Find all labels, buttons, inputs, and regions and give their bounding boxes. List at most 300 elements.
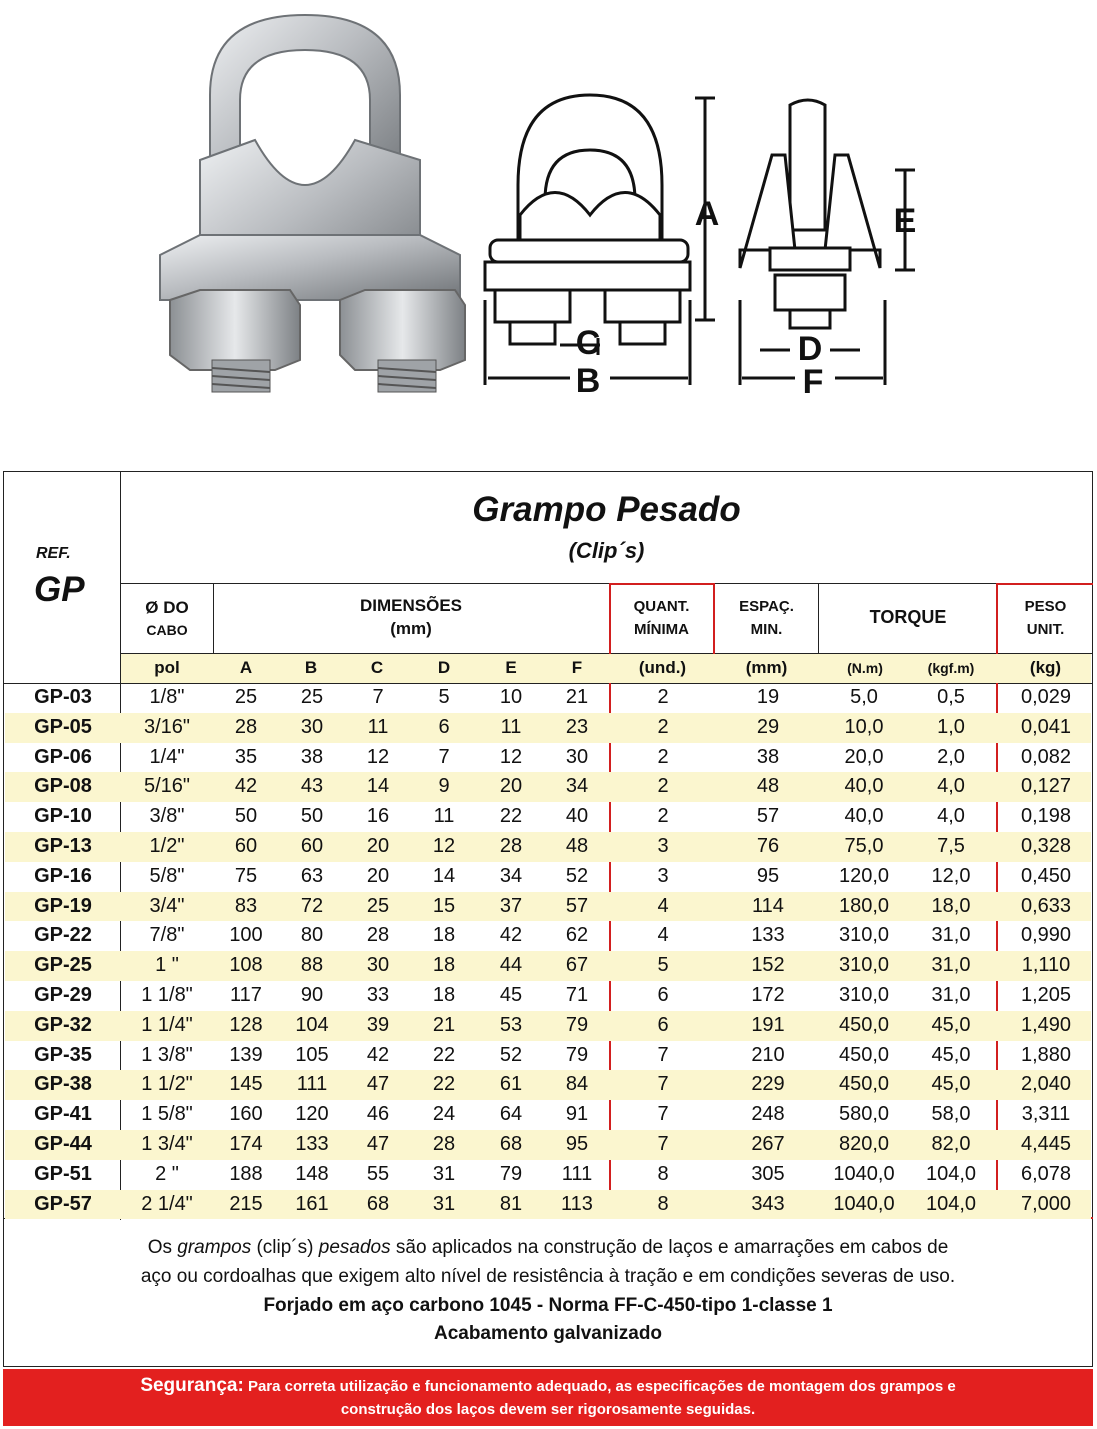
cell-torque-kgfm: 31,0 [931,954,971,977]
cell-e: 37 [499,894,523,917]
dim-label-c: C [575,324,601,362]
cell-torque-kgfm: 104,0 [925,1162,977,1185]
safety-banner [3,1369,1093,1426]
table-row [5,1160,1091,1190]
cell-a: 145 [229,1073,263,1096]
cell-peso: 0,041 [1020,715,1072,738]
cell-peso: 0,029 [1020,686,1072,708]
cell-d: 24 [432,1103,456,1126]
dim-label-d: D [797,330,823,368]
desc-part: são aplicados na construção de laços e amarrações em cabos de [390,1237,949,1258]
cell-c: 20 [366,834,390,857]
table-row [5,713,1091,743]
subheader-c: C [370,658,384,677]
safety-text-1: Para correta utilização e funcionamento adequado, as especificações de montagem dos grampos e [243,1378,956,1395]
cell-espac: 248 [751,1103,785,1126]
cell-c: 12 [366,745,390,768]
cell-espac: 19 [756,686,780,708]
cell-quant: 2 [657,715,669,738]
table-row [5,1070,1091,1100]
cell-ref: GP-19 [34,894,92,917]
description-line-4: Acabamento galvanizado [433,1323,663,1344]
table-row [5,832,1091,862]
header-quant [610,595,713,641]
cell-pol: 5/16" [143,775,191,798]
cell-ref: GP-03 [34,686,92,708]
cell-espac: 95 [756,864,780,887]
cell-a: 60 [234,834,258,857]
cell-espac: 229 [751,1073,785,1096]
cell-c: 47 [366,1073,390,1096]
cell-espac: 267 [751,1132,785,1155]
cell-f: 91 [565,1103,589,1126]
dim-label-e: E [893,202,917,240]
desc-part: (clip´s) [251,1237,319,1258]
cell-peso: 1,110 [1021,954,1071,977]
cell-quant: 2 [657,805,669,828]
header-peso-line2: UNIT. [1026,621,1065,638]
cell-d: 6 [438,715,450,738]
desc-part: Os [147,1237,178,1258]
cell-d: 31 [432,1192,456,1215]
ref-label: REF. [36,545,71,562]
side-view-drawing [740,100,915,385]
cell-torque-nm: 40,0 [844,775,884,798]
cell-espac: 172 [751,983,785,1006]
cell-pol: 7/8" [149,924,185,947]
cell-a: 128 [229,1013,263,1036]
grid-line [818,583,819,655]
cell-espac: 152 [751,954,785,977]
cell-b: 111 [296,1073,328,1096]
desc-part-italic: pesados [318,1237,391,1258]
cell-f: 79 [565,1013,589,1036]
cell-b: 148 [295,1162,329,1185]
cell-f: 71 [565,983,589,1006]
cell-ref: GP-29 [34,983,92,1006]
cell-c: 11 [367,715,389,738]
cell-a: 215 [229,1192,263,1215]
page-subtitle: (Clip´s) [568,538,645,563]
cell-f: 40 [565,805,589,828]
cell-c: 16 [366,805,390,828]
cell-ref: GP-38 [34,1073,92,1096]
cell-espac: 133 [751,924,785,947]
cell-espac: 305 [751,1162,785,1185]
cell-quant: 2 [657,686,669,708]
cell-quant: 7 [657,1132,669,1155]
cell-peso: 0,450 [1020,864,1072,887]
cell-d: 5 [438,686,450,708]
cell-a: 42 [234,775,258,798]
cell-e: 28 [499,834,523,857]
cell-peso: 0,127 [1020,775,1072,798]
cell-c: 68 [366,1192,390,1215]
table-body [5,683,1091,1219]
cell-pol: 3/8" [149,805,185,828]
table-row [5,802,1091,832]
cell-c: 47 [366,1132,390,1155]
cell-f: 62 [565,924,589,947]
cell-torque-kgfm: 0,5 [937,686,965,708]
subheader-und: (und.) [638,658,687,677]
cell-torque-nm: 450,0 [838,1073,890,1096]
cell-torque-kgfm: 31,0 [931,983,971,1006]
cell-e: 20 [499,775,523,798]
red-border [609,583,714,585]
cell-ref: GP-22 [34,924,92,947]
cell-c: 39 [366,1013,390,1036]
description-line-2: aço ou cordoalhas que exigem alto nível de resistência à tração e em condições severas de uso. [140,1266,956,1287]
cell-torque-nm: 580,0 [838,1103,890,1126]
cell-f: 111 [561,1162,593,1185]
cell-torque-nm: 5,0 [850,686,878,708]
cell-torque-nm: 310,0 [838,983,890,1006]
cell-d: 21 [432,1013,456,1036]
cell-ref: GP-10 [34,805,92,828]
cell-a: 188 [229,1162,263,1185]
cell-peso: 1,490 [1020,1013,1072,1036]
cell-b: 80 [300,924,324,947]
cell-f: 21 [565,686,589,708]
cell-pol: 2 1/4" [141,1192,193,1215]
cell-quant: 5 [657,954,669,977]
cell-d: 14 [432,864,456,887]
subheader-d: D [437,658,451,677]
cell-torque-kgfm: 45,0 [931,1013,971,1036]
cell-e: 22 [499,805,523,828]
safety-label: Segurança: [140,1375,244,1396]
cell-b: 50 [300,805,324,828]
cell-e: 61 [499,1073,523,1096]
cell-quant: 7 [657,1043,669,1066]
cell-d: 18 [432,954,456,977]
cell-d: 15 [432,894,456,917]
cell-d: 12 [432,834,456,857]
cell-ref: GP-57 [34,1192,92,1215]
cell-a: 28 [234,715,258,738]
clip-photo [160,15,465,392]
cell-torque-nm: 40,0 [844,805,884,828]
cell-c: 7 [372,686,384,708]
cell-b: 90 [300,983,324,1006]
header-torque: TORQUE [869,607,947,627]
cell-torque-kgfm: 45,0 [931,1073,971,1096]
cell-b: 72 [300,894,324,917]
cell-b: 30 [300,715,324,738]
cell-e: 45 [499,983,523,1006]
cell-pol: 1 1/4" [141,1013,193,1036]
cell-pol: 1 1/2" [141,1073,193,1096]
cell-pol: 5/8" [149,864,185,887]
cell-pol: 1/2" [149,834,185,857]
cell-pol: 1 5/8" [141,1103,193,1126]
cell-c: 25 [366,894,390,917]
cell-pol: 3/4" [149,894,185,917]
subheader-f: F [571,658,583,677]
cell-a: 75 [234,864,258,887]
cell-ref: GP-13 [34,834,92,857]
cell-ref: GP-08 [34,775,92,798]
table-row [5,1130,1091,1160]
cell-torque-nm: 820,0 [838,1132,890,1155]
cell-ref: GP-05 [34,715,92,738]
table-row [5,1041,1091,1071]
cell-f: 95 [565,1132,589,1155]
cell-e: 44 [499,954,523,977]
header-dimensions-line1: DIMENSÕES [359,596,463,615]
header-diam-line1: Ø DO [145,598,189,617]
table-row [5,951,1091,981]
cell-torque-kgfm: 12,0 [931,864,971,887]
cell-a: 35 [234,745,258,768]
cell-quant: 8 [657,1162,669,1185]
cell-quant: 7 [657,1103,669,1126]
cell-a: 100 [229,924,263,947]
cell-b: 88 [300,954,324,977]
cell-quant: 4 [657,924,669,947]
cell-c: 33 [366,983,390,1006]
cell-quant: 6 [657,1013,669,1036]
cell-d: 18 [432,924,456,947]
cell-quant: 3 [657,834,669,857]
header-quant-line2: MÍNIMA [634,621,689,638]
cell-torque-nm: 310,0 [838,954,890,977]
cell-e: 12 [499,745,523,768]
cell-torque-kgfm: 2,0 [937,745,965,768]
cell-f: 30 [565,745,589,768]
cell-ref: GP-41 [34,1103,92,1126]
cell-quant: 3 [657,864,669,887]
cell-peso: 3,311 [1021,1103,1071,1126]
cell-a: 83 [234,894,258,917]
table-row [5,683,1091,713]
cell-quant: 6 [657,983,669,1006]
cell-peso: 0,633 [1020,894,1072,917]
header-peso-line1: PESO [1024,598,1067,615]
cell-c: 30 [366,954,390,977]
cell-peso: 0,082 [1020,745,1072,768]
header-quant-line1: QUANT. [633,598,690,615]
cell-peso: 1,880 [1020,1043,1072,1066]
cell-pol: 1 " [155,954,179,977]
subheader-mm: (mm) [745,658,788,677]
cell-espac: 210 [751,1043,785,1066]
cell-d: 22 [432,1043,456,1066]
header-diam-line2: CABO [146,622,188,638]
cell-torque-nm: 1040,0 [833,1192,895,1215]
cell-b: 63 [300,864,324,887]
cell-e: 42 [499,924,523,947]
table-row [5,1011,1091,1041]
dim-label-f: F [802,363,824,401]
cell-peso: 1,205 [1020,983,1072,1006]
cell-torque-nm: 310,0 [838,924,890,947]
cell-f: 23 [565,715,589,738]
cell-torque-nm: 450,0 [838,1013,890,1036]
cell-peso: 0,198 [1020,805,1072,828]
cell-d: 18 [432,983,456,1006]
subheader-nm: (N.m) [847,660,883,676]
cell-torque-nm: 450,0 [838,1043,890,1066]
cell-torque-nm: 20,0 [844,745,884,768]
cell-ref: GP-25 [34,954,92,977]
cell-espac: 343 [751,1192,785,1215]
grid-line [120,583,1093,584]
cell-pol: 3/16" [143,715,191,738]
cell-c: 14 [366,775,390,798]
cell-b: 105 [295,1043,329,1066]
red-border [996,583,1093,585]
cell-torque-kgfm: 4,0 [937,805,965,828]
safety-line-1 [3,1375,1093,1397]
cell-quant: 2 [657,775,669,798]
subheader-pol: pol [154,658,180,677]
page-title: Grampo Pesado [472,490,741,529]
cell-a: 139 [229,1043,263,1066]
table-row [5,772,1091,802]
table-row [5,862,1091,892]
cell-f: 57 [565,894,589,917]
cell-d: 9 [438,775,450,798]
cell-ref: GP-51 [34,1162,92,1185]
cell-e: 81 [499,1192,523,1215]
cell-f: 34 [565,775,589,798]
table-row [5,743,1091,773]
description-line-3: Forjado em aço carbono 1045 - Norma FF-C-450-tipo 1-classe 1 [263,1295,833,1316]
cell-peso: 2,040 [1020,1073,1072,1096]
cell-d: 11 [433,805,455,828]
cell-d: 31 [432,1162,456,1185]
cell-torque-kgfm: 7,5 [937,834,965,857]
table-row [5,981,1091,1011]
desc-part-italic: grampos [177,1237,252,1258]
cell-torque-kgfm: 1,0 [937,715,965,738]
cell-b: 60 [300,834,324,857]
subheader-kgfm: (kgf.m) [927,660,975,676]
cell-pol: 1/8" [149,686,185,708]
cell-c: 55 [366,1162,390,1185]
product-illustrations [0,0,1097,470]
cell-quant: 4 [657,894,669,917]
cell-a: 25 [234,686,258,708]
cell-e: 64 [499,1103,523,1126]
cell-e: 52 [499,1043,523,1066]
cell-f: 113 [561,1192,593,1215]
cell-espac: 38 [756,745,780,768]
cell-pol: 1 3/8" [141,1043,193,1066]
cell-espac: 57 [756,805,780,828]
dim-label-b: B [575,362,601,400]
cell-ref: GP-44 [34,1132,92,1155]
cell-ref: GP-32 [34,1013,92,1036]
cell-f: 67 [565,954,589,977]
cell-f: 79 [565,1043,589,1066]
cell-f: 52 [565,864,589,887]
cell-pol: 1 3/4" [141,1132,193,1155]
table-row [5,1100,1091,1130]
header-espac-line2: MIN. [750,621,783,638]
cell-e: 68 [499,1132,523,1155]
cell-torque-kgfm: 58,0 [931,1103,971,1126]
cell-d: 28 [432,1132,456,1155]
cell-b: 120 [295,1103,329,1126]
table-row [5,921,1091,951]
cell-torque-nm: 1040,0 [833,1162,895,1185]
cell-d: 7 [438,745,450,768]
cell-torque-nm: 10,0 [844,715,884,738]
cell-pol: 1 1/8" [141,983,193,1006]
cell-pol: 1/4" [149,745,185,768]
cell-torque-nm: 180,0 [838,894,890,917]
cell-e: 11 [500,715,522,738]
cell-espac: 191 [751,1013,785,1036]
cell-espac: 29 [756,715,780,738]
cell-c: 28 [366,924,390,947]
cell-pol: 2 " [155,1162,179,1185]
header-espac [715,595,818,641]
cell-e: 34 [499,864,523,887]
cell-a: 174 [229,1132,263,1155]
cell-ref: GP-16 [34,864,92,887]
cell-quant: 7 [657,1073,669,1096]
table-row [5,1190,1091,1220]
cell-d: 22 [432,1073,456,1096]
header-peso [998,595,1093,641]
cell-peso: 0,990 [1020,924,1072,947]
cell-e: 10 [499,686,523,708]
safety-line-2: construção dos laços devem ser rigorosamente seguidas. [340,1401,756,1418]
cell-a: 108 [229,954,263,977]
cell-ref: GP-06 [34,745,92,768]
cell-quant: 2 [657,745,669,768]
cell-torque-kgfm: 31,0 [931,924,971,947]
subheader-e: E [505,658,517,677]
header-diam [122,596,212,642]
cell-peso: 0,328 [1020,834,1072,857]
cell-quant: 8 [657,1192,669,1215]
header-dimensions-line2: (mm) [390,619,432,638]
cell-f: 84 [565,1073,589,1096]
cell-espac: 48 [756,775,780,798]
subheader-kg: (kg) [1029,658,1062,677]
cell-b: 161 [295,1192,329,1215]
table-row [5,892,1091,922]
cell-b: 25 [300,686,324,708]
cell-torque-nm: 75,0 [844,834,884,857]
cell-torque-kgfm: 45,0 [931,1043,971,1066]
cell-ref: GP-35 [34,1043,92,1066]
cell-torque-kgfm: 82,0 [931,1132,971,1155]
cell-torque-kgfm: 4,0 [937,775,965,798]
cell-peso: 7,000 [1020,1192,1072,1215]
subheader-a: A [239,658,253,677]
cell-c: 20 [366,864,390,887]
cell-a: 117 [230,983,262,1006]
cell-torque-kgfm: 18,0 [931,894,971,917]
cell-b: 38 [300,745,324,768]
cell-b: 133 [295,1132,329,1155]
cell-torque-kgfm: 104,0 [925,1192,977,1215]
cell-espac: 76 [756,834,780,857]
header-dimensions [213,594,609,640]
cell-torque-nm: 120,0 [838,864,890,887]
subheader-b: B [304,658,318,677]
cell-a: 160 [229,1103,263,1126]
cell-b: 43 [300,775,324,798]
cell-peso: 4,445 [1020,1132,1072,1155]
cell-c: 42 [366,1043,390,1066]
